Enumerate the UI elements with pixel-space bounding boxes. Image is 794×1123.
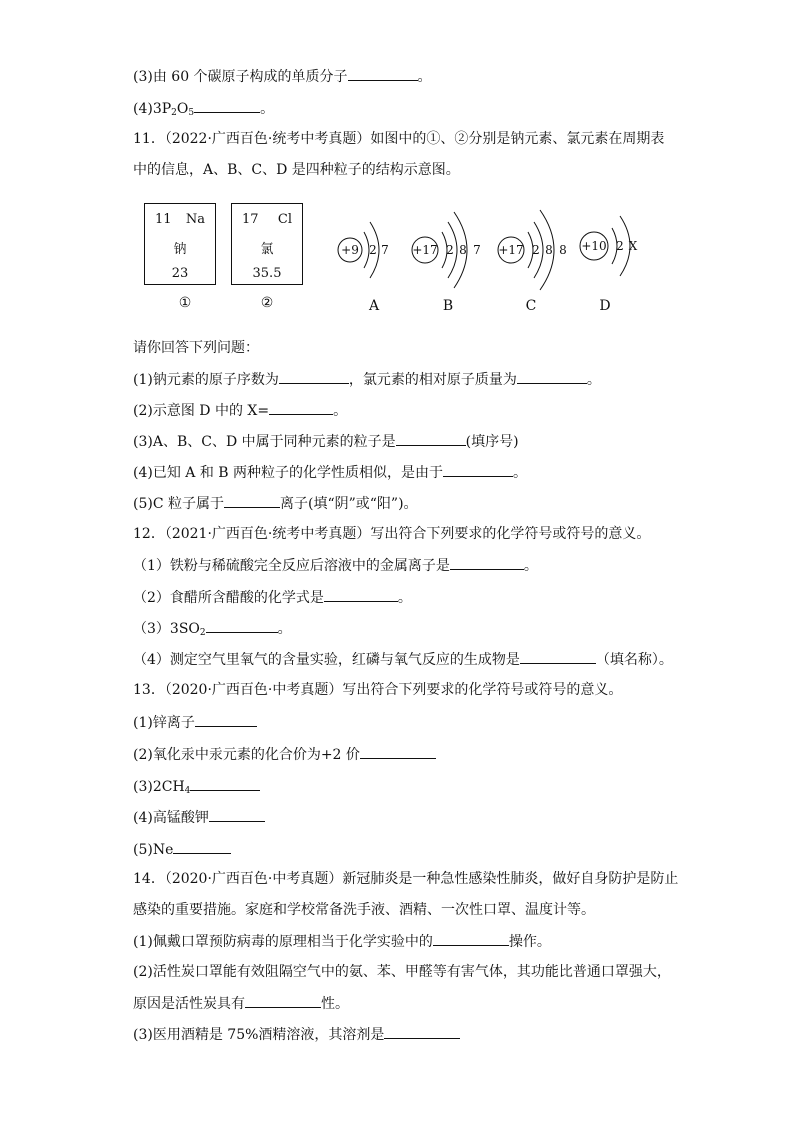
figure-caption: ① [178, 295, 192, 311]
element-symbol: Na [185, 212, 205, 227]
answer-blank[interactable] [443, 462, 513, 477]
answer-blank[interactable] [517, 369, 587, 384]
answer-blank[interactable] [348, 66, 418, 81]
q10-item4 [133, 98, 274, 119]
nucleus-charge: +9 [341, 243, 359, 257]
answer-blank[interactable] [450, 555, 524, 570]
question-text: (2)氧化汞中汞元素的化合价为+2 价 [133, 747, 360, 763]
question-text: ，氯元素的相对原子质量为 [348, 372, 517, 388]
q13-item4 [133, 807, 265, 828]
element-name: 氯 [260, 242, 274, 257]
question-text: (5)C 粒子属于 [133, 496, 224, 512]
question-text: (2)活性炭口罩能有效阻隔空气中的氨、苯、甲醛等有害气体，其功能比普通口罩强大， [133, 964, 671, 980]
q13-item3 [133, 776, 260, 797]
answer-blank[interactable] [195, 712, 257, 727]
shell-electrons: 2 [616, 239, 624, 253]
q13-stem [133, 680, 622, 700]
question-text: 操作。 [508, 934, 551, 950]
question-text: 如图中的①、②分别是钠元素、氯元素在周期表 [370, 131, 665, 147]
question-text: 中的信息，A、B、C、D 是四种粒子的结构示意图。 [133, 162, 460, 178]
q10-item3-text: (3)由 60 个碳原子构成的单质分子 [133, 69, 348, 85]
answer-blank[interactable] [433, 931, 509, 946]
q11-item4 [133, 462, 527, 483]
question-text: (3)医用酒精是 75%酒精溶液，其溶剂是 [133, 1027, 385, 1043]
formula-part: O [176, 101, 189, 117]
particle-label: B [442, 298, 454, 314]
answer-blank[interactable] [245, 993, 321, 1008]
shell-electrons: 2 [532, 243, 540, 257]
formula-sub: 2 [199, 628, 206, 638]
q12-item1 [133, 555, 538, 576]
question-text: (5)Ne [133, 842, 174, 858]
question-text: (填序号) [465, 434, 519, 450]
question-text: 写出符合下列要求的化学符号或符号的意义。 [370, 526, 651, 542]
question-text: 请你回答下列问题： [133, 340, 259, 356]
q12-item4 [133, 649, 673, 670]
question-number: 12． [133, 526, 165, 542]
answer-blank[interactable] [224, 493, 280, 508]
question-number: 13． [133, 682, 165, 698]
question-source: （2020·广西百色·中考真题） [164, 871, 343, 887]
q14-stem [133, 869, 678, 889]
atomic-mass: 23 [171, 266, 189, 281]
element-name: 钠 [173, 242, 187, 257]
atomic-number: 17 [242, 212, 259, 227]
particle-label: C [525, 298, 537, 314]
q13-item2 [133, 744, 436, 765]
shell-electrons: 8 [559, 243, 567, 257]
q10-item3 [133, 66, 432, 87]
question-text: 。 [277, 621, 292, 637]
answer-blank[interactable] [269, 400, 333, 415]
question-number: 14． [133, 871, 165, 887]
question-text: (2)示意图 D 中的 X= [133, 403, 270, 419]
formula-part: (3)2CH [133, 779, 185, 795]
question-text: 写出符合下列要求的化学符号或符号的意义。 [342, 682, 623, 698]
question-text: 。 [513, 465, 528, 481]
q10-item3-end: 。 [417, 69, 432, 85]
formula-sub: 2 [171, 108, 177, 118]
shell-electrons: 8 [459, 243, 467, 257]
q11-prompt [133, 338, 259, 358]
answer-blank[interactable] [360, 744, 436, 759]
question-text: 。 [586, 372, 601, 388]
answer-blank[interactable] [520, 649, 596, 664]
shell-electrons: 2 [446, 243, 454, 257]
particle-label: A [368, 298, 380, 314]
particle-label: D [599, 298, 611, 314]
atomic-number: 11 [155, 212, 172, 227]
question-text: 离子(填“阴”或“阳”)。 [280, 496, 418, 512]
shell-electrons: 2 [369, 243, 377, 257]
formula-part: （3）3SO [133, 621, 200, 637]
question-source: （2020·广西百色·中考真题） [164, 682, 343, 698]
q13-item1 [133, 712, 257, 733]
question-text: （1）铁粉与稀硫酸完全反应后溶液中的金属离子是 [133, 558, 450, 574]
question-text: (4)已知 A 和 B 两种粒子的化学性质相似，是由于 [133, 465, 444, 481]
q12-item3 [133, 618, 292, 639]
q13-item5 [133, 839, 231, 860]
answer-blank[interactable] [324, 587, 398, 602]
question-text: (1)钠元素的原子序数为 [133, 372, 279, 388]
question-text: 。 [523, 558, 538, 574]
question-number: 11． [133, 131, 165, 147]
answer-blank[interactable] [279, 369, 349, 384]
particle-diagrams [330, 198, 650, 318]
formula-part: (4)3P [133, 101, 172, 117]
answer-blank[interactable] [209, 807, 265, 822]
q12-item2 [133, 587, 412, 608]
question-text: (3)A、B、C、D 中属于同种元素的粒子是 [133, 434, 396, 450]
answer-blank[interactable] [384, 1024, 460, 1039]
q11-item3 [133, 431, 519, 452]
nucleus-charge: +10 [581, 239, 607, 253]
atomic-mass: 35.5 [252, 266, 282, 281]
q14-item3 [133, 1024, 460, 1045]
q14-item1 [133, 931, 551, 952]
q14-item2-cont [133, 993, 349, 1014]
q14-stem-cont [133, 900, 595, 920]
formula-sub: 4 [184, 786, 191, 796]
question-text: (4)高锰酸钾 [133, 810, 209, 826]
q11-stem-cont [133, 160, 460, 180]
question-text: （2）食醋所含醋酸的化学式是 [133, 590, 324, 606]
question-source: （2021·广西百色·统考中考真题） [164, 526, 371, 542]
nucleus-charge: +17 [498, 243, 524, 257]
q10-item4-end: 。 [260, 101, 275, 117]
shell-electrons: X [628, 239, 638, 253]
answer-blank[interactable] [396, 431, 466, 446]
answer-blank[interactable] [206, 618, 278, 633]
answer-blank[interactable] [190, 776, 260, 791]
element-card-chlorine [231, 203, 303, 285]
q11-item2 [133, 400, 347, 421]
question-text: （4）测定空气里氧气的含量实验，红磷与氧气反应的生成物是 [133, 652, 520, 668]
question-text: 原因是活性炭具有 [133, 996, 245, 1012]
question-text: 性。 [321, 996, 349, 1012]
figure-caption: ② [260, 295, 274, 311]
formula-sub: 5 [188, 108, 195, 118]
question-text: (1)佩戴口罩预防病毒的原理相当于化学实验中的 [133, 934, 433, 950]
question-source: （2022·广西百色·统考中考真题） [164, 131, 371, 147]
question-text: 。 [397, 590, 412, 606]
shell-electrons: 7 [473, 243, 481, 257]
question-text: 感染的重要措施。家庭和学校常备洗手液、酒精、一次性口罩、温度计等。 [133, 902, 595, 918]
q14-item2 [133, 962, 671, 982]
question-text: （填名称）。 [595, 652, 673, 668]
question-text: 新冠肺炎是一种急性感染性肺炎，做好自身防护是防止 [342, 871, 679, 887]
q11-stem [133, 129, 664, 149]
q11-item1 [133, 369, 601, 390]
element-symbol: Cl [277, 212, 292, 227]
nucleus-charge: +17 [412, 243, 438, 257]
q12-stem [133, 524, 650, 544]
shell-electrons: 8 [545, 243, 553, 257]
question-text: 。 [333, 403, 348, 419]
answer-blank[interactable] [194, 98, 260, 113]
element-card-sodium [144, 203, 216, 285]
answer-blank[interactable] [173, 839, 231, 854]
q11-item5 [133, 493, 418, 514]
shell-electrons: 7 [381, 243, 389, 257]
question-text: (1)锌离子 [133, 715, 195, 731]
